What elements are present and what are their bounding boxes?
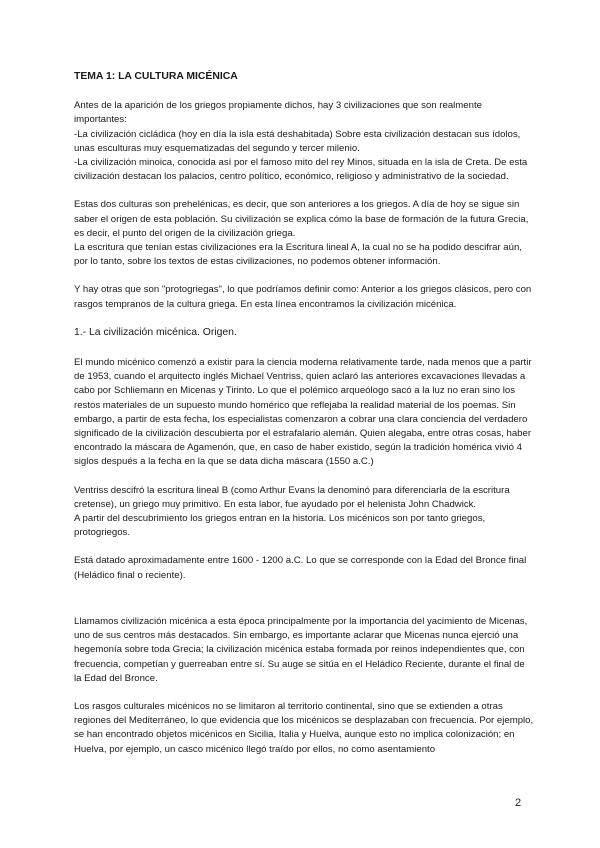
document-title: TEMA 1: LA CULTURA MICÉNICA [74,71,238,82]
history-paragraph: A partir del descubrimiento los griegos entran en la historia. Los micénicos son por tanto griegos, protogriegos. [74,513,486,539]
origin-section [74,356,534,470]
protogreek-section [74,283,534,311]
cultural-traits-paragraph: Los rasgos culturales micénicos no se limitaron al territorio continental, sino que se extienden a otras regiones del Mediterráneo, lo que evidencia que los micénicos se desplazaban con frecuencia. Por ejemplo, se han encontrado objetos micénicos en Sicilia, Italia y Huelva, aunque esto no implica colonización; en Huelva, por ejemplo, un casco micénico llegó traído por ellos, no como asentamiento [74,700,534,755]
prehellenic-paragraph: Estas dos culturas son prehelénicas, es decir, que son anteriores a los griegos. A día de hoy se sigue sin saber el origen de esta población. Su civilización se explica cómo la base de formación de la futura Grecia, es decir, el punto del origen de la civilización griega. [74,199,529,239]
dating-section [74,554,534,582]
protogreek-paragraph: Y hay otras que son "protogriegas", lo que podríamos definir como: Anterior a los griegos clásicos, pero con rasgos tempranos de la cultura griega. En esta línea encontramos la civilización micénica. [74,284,532,310]
ventriss-section [74,484,534,541]
prehellenic-section [74,198,534,269]
minoan-paragraph: -La civilización minoica, conocida así por el famoso mito del rey Minos, situada en la isla de Creta. De esta civilización destacan los palacios, centro político, económico, religioso y administrativo de la sociedad. [74,157,528,183]
intro-paragraph: Antes de la aparición de los griegos propiamente dichos, hay 3 civilizaciones que son realmente importantes: [74,100,482,126]
document-body [74,70,534,771]
naming-paragraph: Llamamos civilización micénica a esta época principalmente por la importancia del yacimiento de Micenas, uno de sus centros más destacados. Sin embargo, es importante aclarar que Micenas nunca ejerció una hegemonía sobre toda Grecia; la civilización micénica estaba formada por reinos independientes que, con frecuencia, competían y guerreaban entre sí. Su auge se sitúa en el Heládico Reciente, durante el final de la Edad del Bronce. [74,615,528,684]
section-heading: 1.- La civilización micénica. Origen. [74,326,237,338]
linear-b-paragraph: Ventriss descifró la escritura lineal B (como Arthur Evans la denominó para diferenciarla de la escritura cretense), un griego muy primitivo. En esta labor, fue ayudado por el helenista John Chadwick. [74,484,510,510]
cycladic-paragraph: -La civilización cicládica (hoy en día la isla está deshabitada) Sobre esta civilización destacan sus ídolos, unas esculturas muy esquematizadas del segundo y tercer milenio. [74,128,521,154]
cultural-traits-section [74,700,534,757]
linear-a-paragraph: La escritura que tenían estas civilizaciones era la Escritura lineal A, la cual no se ha podido descifrar aún, por lo tanto, sobre los textos de estas civilizaciones, no podemos obtener información. [74,242,522,268]
dating-paragraph: Está datado aproximadamente entre 1600 - 1200 a.C. Lo que se corresponde con la Edad del Bronce final (Heládico final o reciente). [74,555,527,581]
intro-section [74,99,534,184]
page-number: 2 [515,797,522,809]
naming-section [74,615,534,686]
origin-paragraph: El mundo micénico comenzó a existir para la ciencia moderna relativamente tarde, nada menos que a partir de 1953, cuando el arquitecto inglés Michael Ventriss, quien aclaró las anteriores excavaciones llevadas a cabo por Schliemann en Micenas y Tirinto. Lo que el polémico arqueólogo sacó a la luz no eran sino los restos materiales de un supuesto mundo homérico que reflejaba la realidad material de los poemas. Sin embargo, a partir de esta fecha, los especialistas comenzaron a cobrar una clara conciencia del verdadero significado de la civilización descubierta por el estrafalario alemán. Quien alegaba, entre otras cosas, haber encontrado la máscara de Agamenón, que, en caso de haber existido, según la tradición homérica vivió 4 siglos después a la fecha en la que se data dicha máscara (1550 a.C.) [74,357,532,468]
